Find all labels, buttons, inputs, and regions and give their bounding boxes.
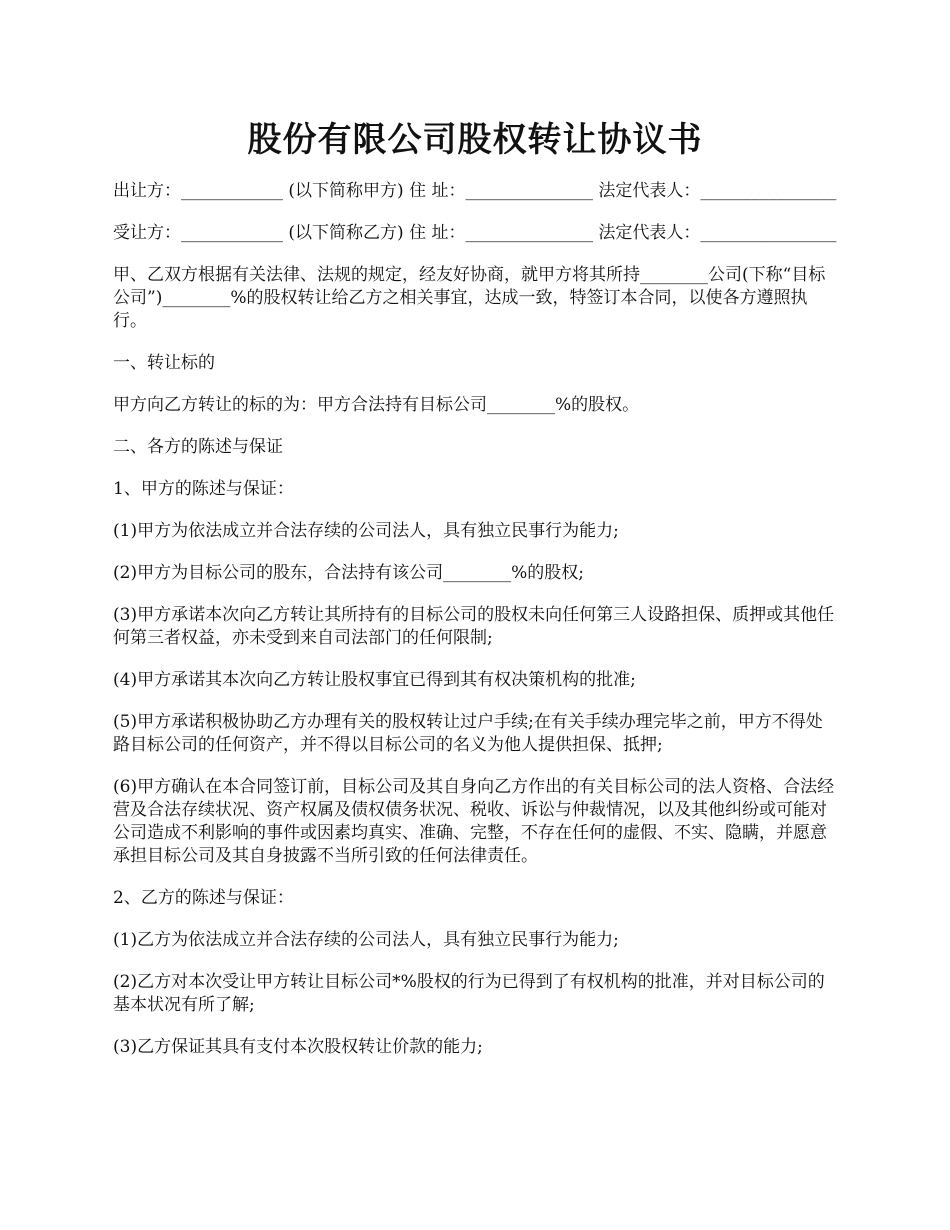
subheading-party-a: 1、甲方的陈述与保证： — [113, 479, 294, 499]
paragraph-transferee: 受让方：____________ (以下简称乙方) 住 址：_______________ 法定代表人：________________ — [113, 223, 837, 243]
clause-a-6: (6)甲方确认在本合同签订前，目标公司及其自身向乙方作出的有关目标公司的法人资格、合法经营及合法存续状况、资产权属及债权债务状况、税收、诉讼与仲裁情况，以及其他纠纷或可能对公司造成不利影响的事件或因素均真实、准确、完整，不存在任何的虚假、不实、隐瞒，并愿意承担目标公司及其自身披露不当所引致的任何法律责任。 — [113, 777, 835, 866]
document-body — [113, 180, 838, 1078]
clause-a-5: (5)甲方承诺积极协助乙方办理有关的股权转让过户手续;在有关手续办理完毕之前，甲方不得处路目标公司的任何资产，并不得以目标公司的名义为他人提供担保、抵押; — [113, 712, 823, 755]
clause-a-4: (4)甲方承诺其本次向乙方转让股权事宜已得到其有权决策机构的批准; — [113, 670, 636, 690]
section-heading-representations: 二、各方的陈述与保证 — [113, 437, 283, 457]
clause-b-3: (3)乙方保证其具有支付本次股权转让价款的能力; — [113, 1037, 483, 1057]
subheading-party-b: 2、乙方的陈述与保证： — [113, 888, 294, 908]
paragraph-transfer-subject: 甲方向乙方转让的标的为：甲方合法持有目标公司________%的股权。 — [113, 395, 640, 415]
clause-a-2: (2)甲方为目标公司的股东，合法持有该公司________%的股权; — [113, 563, 584, 583]
paragraph-preamble: 甲、乙双方根据有关法律、法规的规定，经友好协商，就甲方将其所持________公司(下称“目标公司”)________%的股权转让给乙方之相关事宜，达成一致，特签订本合同，以使各方遵照执行。 — [113, 265, 826, 331]
section-heading-transfer-subject: 一、转让标的 — [113, 353, 215, 373]
clause-a-1: (1)甲方为依法成立并合法存续的公司法人，具有独立民事行为能力; — [113, 521, 619, 541]
document-title: 股份有限公司股权转让协议书 — [247, 120, 703, 160]
clause-b-2: (2)乙方对本次受让甲方转让目标公司*%股权的行为已得到了有权机构的批准，并对目标公司的基本状况有所了解; — [113, 972, 825, 1015]
clause-a-3: (3)甲方承诺本次向乙方转让其所持有的目标公司的股权未向任何第三人设路担保、质押或其他任何第三者权益，亦未受到来自司法部门的任何限制; — [113, 605, 835, 648]
paragraph-transferor: 出让方：____________ (以下简称甲方) 住 址：_______________ 法定代表人：________________ — [113, 181, 837, 201]
clause-b-1: (1)乙方为依法成立并合法存续的公司法人，具有独立民事行为能力; — [113, 930, 619, 950]
